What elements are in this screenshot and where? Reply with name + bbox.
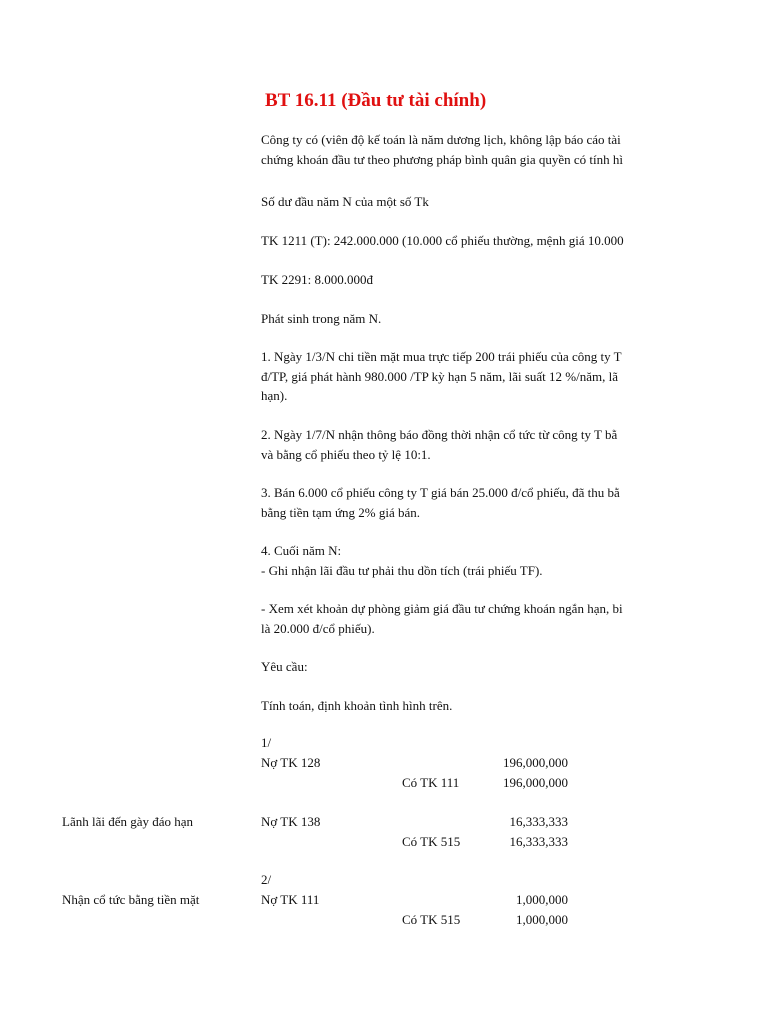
item-4-paragraph	[261, 541, 646, 580]
entry-2-debit-account: Nợ TK 111	[261, 892, 320, 907]
item-4b-line: là 20.000 đ/cổ phiếu).	[261, 620, 375, 636]
item-1-line: 1. Ngày 1/3/N chi tiền mặt mua trực tiếp 200 trái phiếu của công ty T	[261, 349, 622, 364]
requirement-heading: Yêu cầu:	[261, 659, 308, 674]
interest-debit-account: Nợ TK 138	[261, 814, 321, 829]
entry-2-credit-amount: 1,000,000	[516, 912, 568, 927]
opening-balance-heading: Số dư đầu năm N của một số Tk	[261, 194, 429, 209]
entry-2-number: 2/	[261, 872, 272, 887]
intro-line: chứng khoán đầu tư theo phương pháp bình quân gia quyền có tính hì	[261, 151, 623, 167]
item-2-line: và bằng cổ phiếu theo tỷ lệ 10:1.	[261, 446, 431, 462]
item-4-line: 4. Cuối năm N:	[261, 543, 342, 558]
item-3-line: bằng tiền tạm ứng 2% giá bán.	[261, 504, 421, 520]
entry-1-number: 1/	[261, 735, 272, 750]
tk2291-balance: TK 2291: 8.000.000đ	[261, 272, 373, 287]
tk1211-balance: TK 1211 (T): 242.000.000 (10.000 cổ phiếu thường, mệnh giá 10.000	[261, 233, 624, 248]
item-4b-line: - Xem xét khoản dự phòng giảm giá đầu tư chứng khoán ngắn hạn, bi	[261, 601, 623, 616]
document-title: BT 16.11 (Đầu tư tài chính)	[265, 90, 487, 111]
item-2-paragraph	[261, 425, 646, 464]
intro-line: Công ty có (viên độ kế toán là năm dương lịch, không lập báo cáo tài	[261, 132, 621, 147]
item-4b-paragraph	[261, 599, 646, 638]
interest-credit-amount: 16,333,333	[509, 834, 568, 849]
entry-1-credit-account: Có TK 111	[402, 775, 460, 790]
item-3-paragraph	[261, 483, 646, 522]
item-2-line: 2. Ngày 1/7/N nhận thông báo đồng thời nhận cổ tức từ công ty T bằ	[261, 427, 618, 442]
intro-paragraph	[261, 130, 646, 169]
item-1-line: hạn).	[261, 388, 288, 403]
task-text: Tính toán, định khoản tình hình trên.	[261, 698, 453, 713]
interest-credit-account: Có TK 515	[402, 834, 461, 849]
entry-2-debit-amount: 1,000,000	[516, 892, 568, 907]
item-4-line: - Ghi nhận lãi đầu tư phải thu dồn tích (trái phiếu TF).	[261, 562, 543, 578]
entry-1-credit-amount: 196,000,000	[503, 775, 568, 790]
interest-label: Lãnh lãi đến gày đáo hạn	[62, 814, 194, 829]
entry-2-credit-account: Có TK 515	[402, 912, 461, 927]
arising-heading: Phát sinh trong năm N.	[261, 311, 382, 326]
item-3-line: 3. Bán 6.000 cổ phiếu công ty T giá bán 25.000 đ/cổ phiếu, đã thu bằ	[261, 485, 620, 500]
interest-debit-amount: 16,333,333	[509, 814, 568, 829]
entry-1-debit-account: Nợ TK 128	[261, 755, 321, 770]
dividend-label: Nhận cổ tức bằng tiền mặt	[62, 892, 200, 907]
item-1-line: đ/TP, giá phát hành 980.000 /TP kỳ hạn 5 năm, lãi suất 12 %/năm, lã	[261, 368, 618, 384]
item-1-paragraph	[261, 347, 646, 406]
entry-1-debit-amount: 196,000,000	[503, 755, 568, 770]
